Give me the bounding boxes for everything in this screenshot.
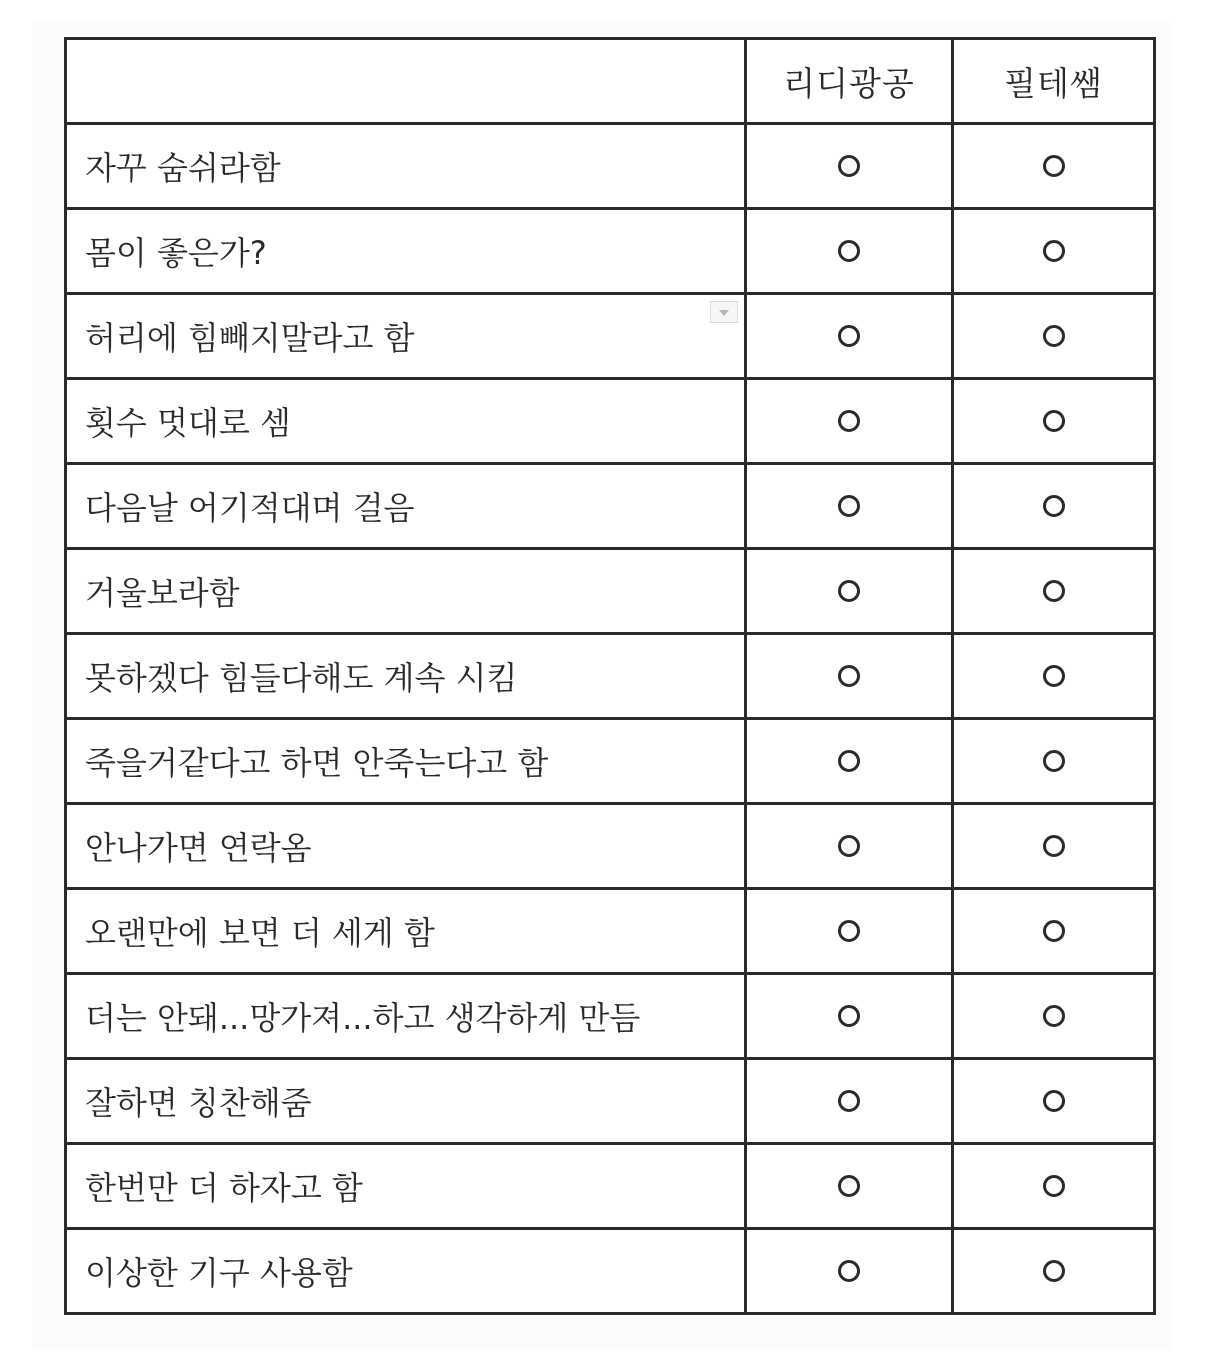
table-row [66, 719, 1155, 804]
table-row [66, 209, 1155, 294]
row-label: 죽을거같다고 하면 안죽는다고 함 [66, 719, 746, 804]
mark-cell-col-a [746, 889, 953, 974]
row-label: 횟수 멋대로 셈 [66, 379, 746, 464]
cell-dropdown-icon[interactable] [710, 301, 738, 323]
row-label: 못하겠다 힘들다해도 계속 시킴 [66, 634, 746, 719]
circle-mark-icon [838, 155, 860, 177]
mark-cell-col-b [953, 1229, 1155, 1314]
mark-cell-col-b [953, 549, 1155, 634]
circle-mark-icon [838, 1005, 860, 1027]
mark-cell-col-b [953, 719, 1155, 804]
mark-cell-col-b [953, 464, 1155, 549]
mark-cell-col-a [746, 974, 953, 1059]
mark-cell-col-a [746, 1059, 953, 1144]
row-label: 한번만 더 하자고 함 [66, 1144, 746, 1229]
table-row [66, 974, 1155, 1059]
row-label: 거울보라함 [66, 549, 746, 634]
mark-cell-col-b [953, 889, 1155, 974]
mark-cell-col-b [953, 1059, 1155, 1144]
mark-cell-col-a [746, 549, 953, 634]
table-row [66, 464, 1155, 549]
circle-mark-icon [838, 325, 860, 347]
mark-cell-col-b [953, 124, 1155, 209]
row-label-cell [66, 294, 746, 379]
circle-mark-icon [1043, 410, 1065, 432]
circle-mark-icon [1043, 240, 1065, 262]
table-row [66, 379, 1155, 464]
circle-mark-icon [1043, 665, 1065, 687]
mark-cell-col-a [746, 464, 953, 549]
mark-cell-col-a [746, 379, 953, 464]
circle-mark-icon [838, 580, 860, 602]
circle-mark-icon [1043, 1260, 1065, 1282]
row-label: 안나가면 연락옴 [66, 804, 746, 889]
table-row [66, 634, 1155, 719]
row-label: 이상한 기구 사용함 [66, 1229, 746, 1314]
mark-cell-col-a [746, 634, 953, 719]
mark-cell-col-a [746, 1229, 953, 1314]
mark-cell-col-a [746, 1144, 953, 1229]
mark-cell-col-a [746, 804, 953, 889]
row-label: 더는 안돼...망가져...하고 생각하게 만듬 [66, 974, 746, 1059]
row-label: 허리에 힘빼지말라고 함 [85, 319, 415, 357]
table-row [66, 1229, 1155, 1314]
circle-mark-icon [838, 665, 860, 687]
mark-cell-col-b [953, 804, 1155, 889]
header-blank-cell [66, 39, 746, 124]
circle-mark-icon [1043, 495, 1065, 517]
table-row [66, 294, 1155, 379]
row-label: 자꾸 숨쉬라함 [66, 124, 746, 209]
circle-mark-icon [1043, 1005, 1065, 1027]
circle-mark-icon [1043, 1090, 1065, 1112]
table-row [66, 889, 1155, 974]
mark-cell-col-b [953, 634, 1155, 719]
row-label: 오랜만에 보면 더 세게 함 [66, 889, 746, 974]
circle-mark-icon [838, 750, 860, 772]
header-col-a: 리디광공 [746, 39, 953, 124]
table-row [66, 1059, 1155, 1144]
circle-mark-icon [1043, 750, 1065, 772]
circle-mark-icon [1043, 920, 1065, 942]
circle-mark-icon [1043, 325, 1065, 347]
header-col-b: 필테쌤 [953, 39, 1155, 124]
mark-cell-col-b [953, 974, 1155, 1059]
table-row [66, 124, 1155, 209]
mark-cell-col-b [953, 294, 1155, 379]
circle-mark-icon [1043, 835, 1065, 857]
mark-cell-col-b [953, 209, 1155, 294]
row-label: 몸이 좋은가? [66, 209, 746, 294]
mark-cell-col-a [746, 294, 953, 379]
circle-mark-icon [1043, 155, 1065, 177]
mark-cell-col-a [746, 124, 953, 209]
table-row [66, 549, 1155, 634]
mark-cell-col-a [746, 209, 953, 294]
circle-mark-icon [1043, 580, 1065, 602]
table-header-row [66, 39, 1155, 124]
comparison-table [64, 37, 1156, 1315]
row-label: 다음날 어기적대며 걸음 [66, 464, 746, 549]
circle-mark-icon [838, 920, 860, 942]
mark-cell-col-a [746, 719, 953, 804]
table-row [66, 804, 1155, 889]
row-label: 잘하면 칭찬해줌 [66, 1059, 746, 1144]
mark-cell-col-b [953, 1144, 1155, 1229]
circle-mark-icon [838, 1260, 860, 1282]
circle-mark-icon [838, 835, 860, 857]
mark-cell-col-b [953, 379, 1155, 464]
circle-mark-icon [838, 240, 860, 262]
circle-mark-icon [838, 1175, 860, 1197]
circle-mark-icon [838, 410, 860, 432]
circle-mark-icon [838, 495, 860, 517]
table-row [66, 1144, 1155, 1229]
circle-mark-icon [838, 1090, 860, 1112]
circle-mark-icon [1043, 1175, 1065, 1197]
